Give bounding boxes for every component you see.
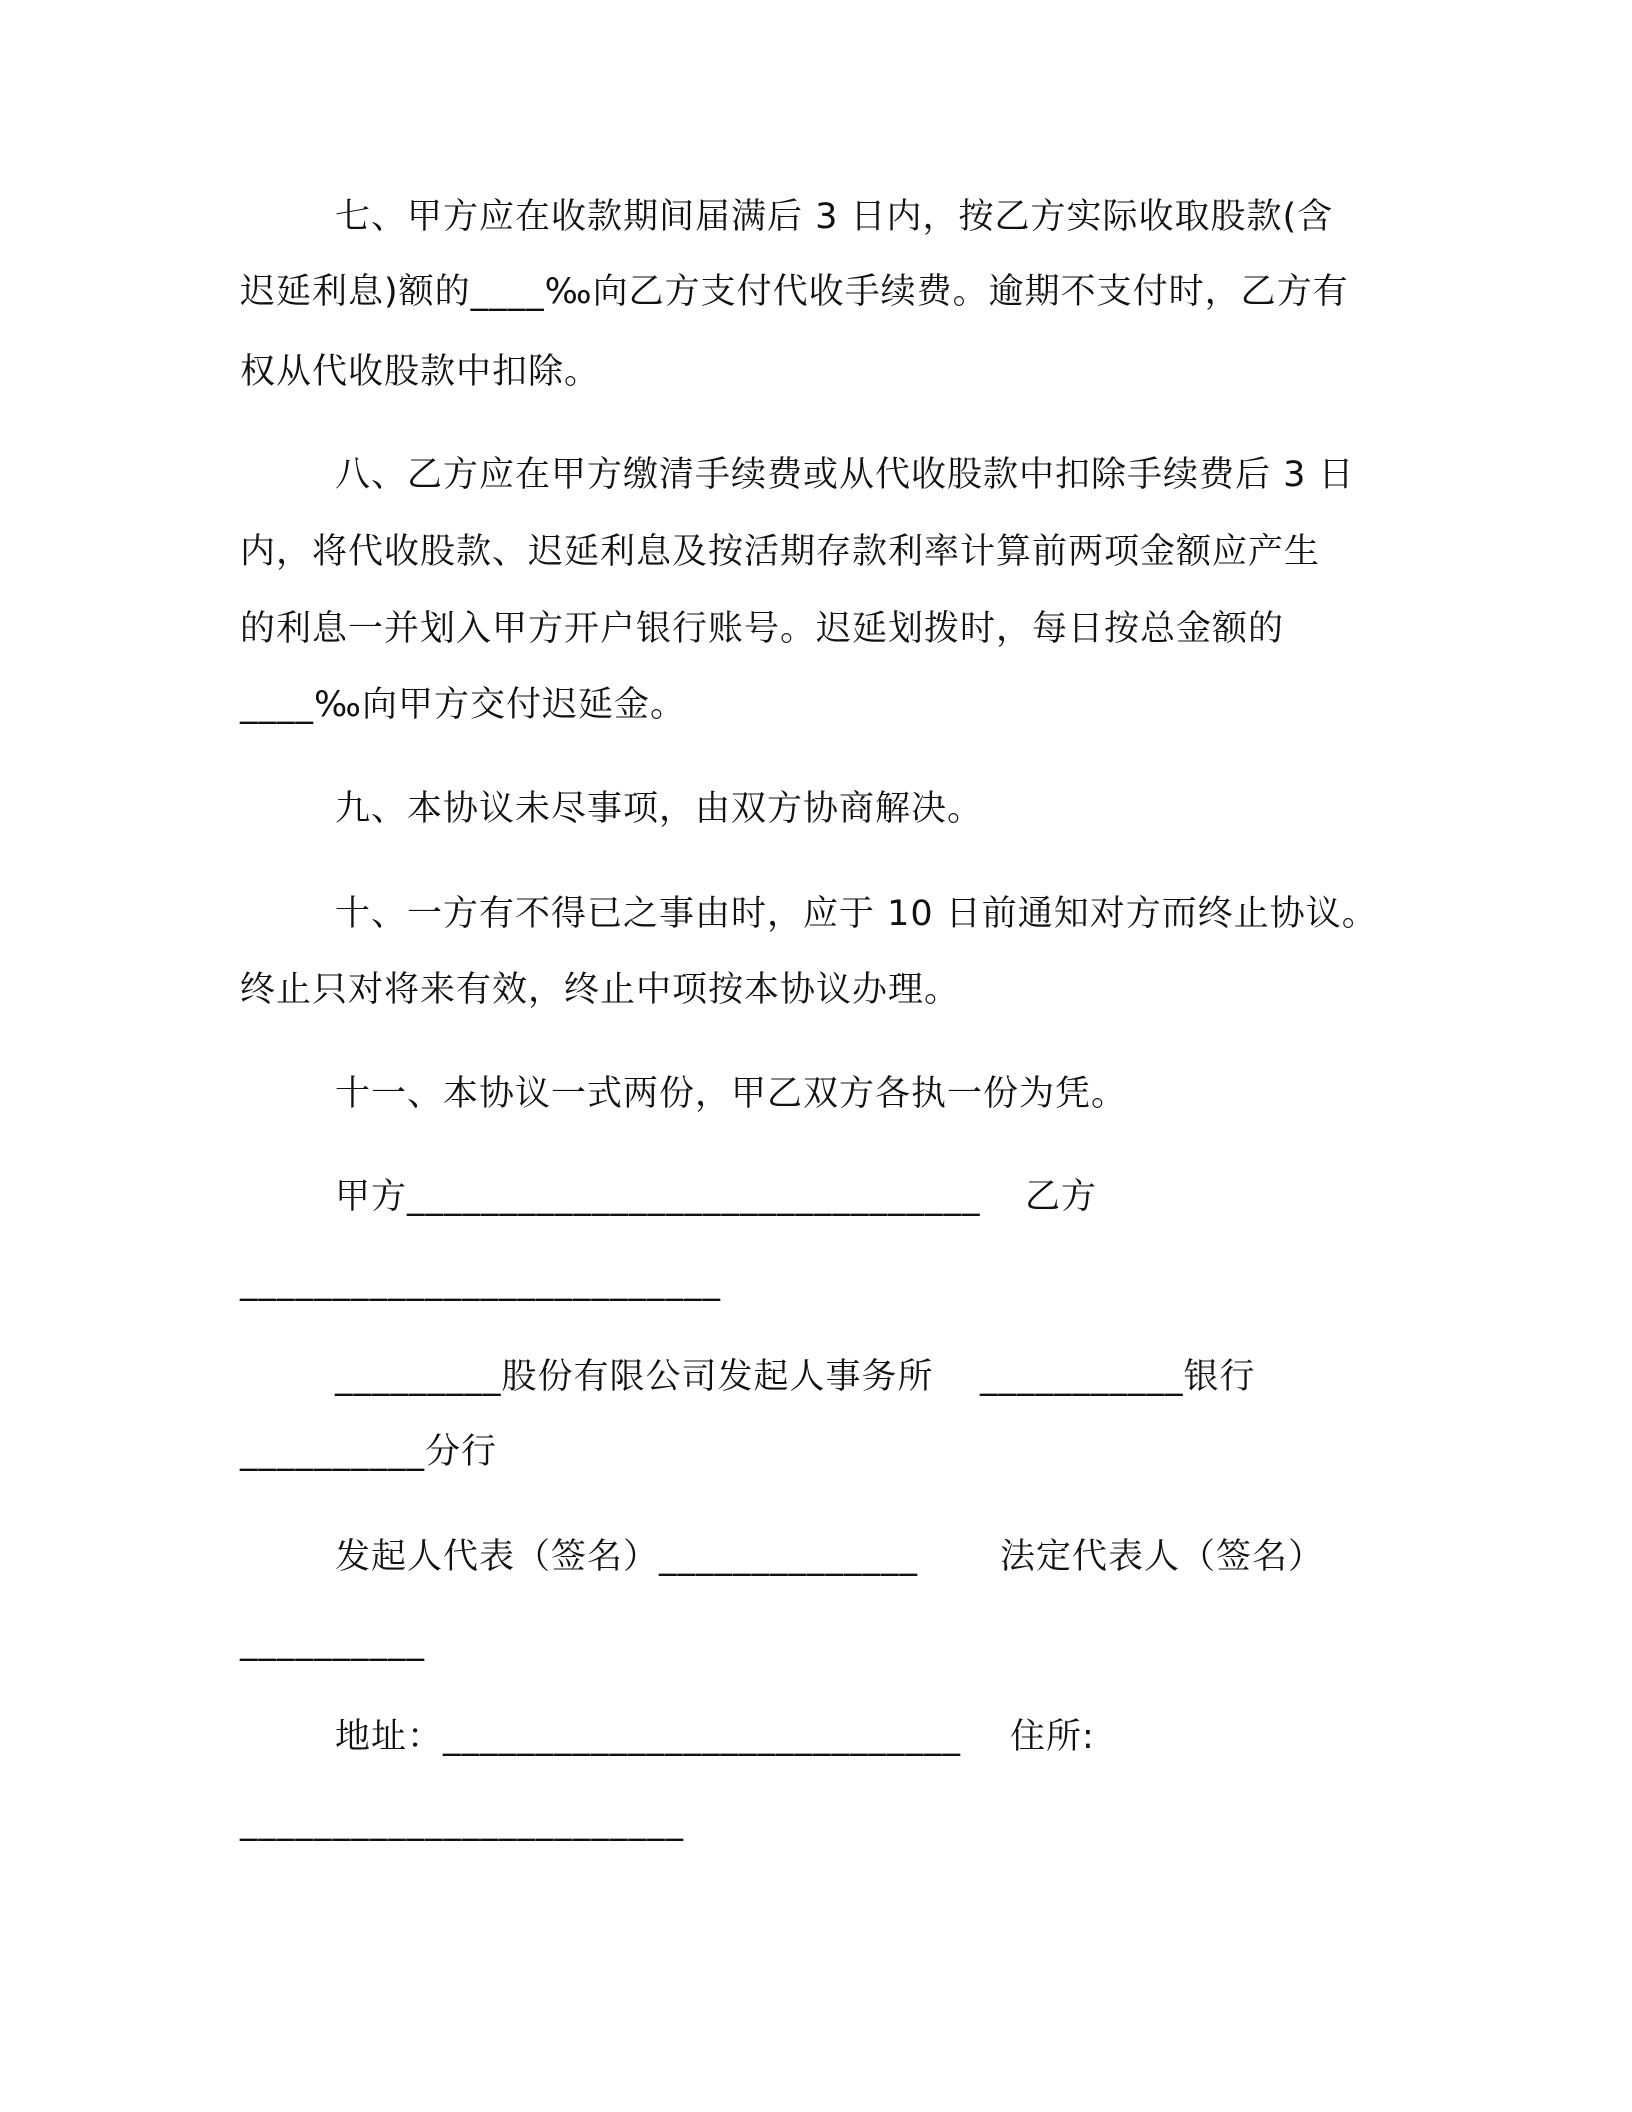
clause-8-line-2: 内，将代收股款、迟延利息及按活期存款利率计算前两项金额应产生 [240, 532, 1321, 572]
party-a-label: 甲方_______________________________ [335, 1177, 981, 1217]
branch-line: __________分行 [240, 1432, 498, 1472]
clause-8-line-1: 八、乙方应在甲方缴清手续费或从代收股款中扣除手续费后 3 日 [335, 455, 1355, 495]
promoter-representative: 发起人代表（签名）______________ [335, 1537, 919, 1577]
clause-11-line-1: 十一、本协议一式两份，甲乙双方各执一份为凭。 [335, 1074, 1128, 1114]
party-b-blank: __________________________ [240, 1262, 721, 1302]
legal-representative-blank: __________ [240, 1622, 425, 1662]
clause-8-line-4: ____‰向甲方交付迟延金。 [240, 685, 686, 725]
address-line: 地址：____________________________ [335, 1717, 962, 1757]
clause-8-line-3: 的利息一并划入甲方开户银行账号。迟延划拨时，每日按总金额的 [240, 609, 1285, 649]
bank-line: ___________银行 [980, 1357, 1256, 1397]
clause-10-line-2: 终止只对将来有效，终止中项按本协议办理。 [240, 970, 961, 1010]
clause-7-line-3: 权从代收股款中扣除。 [240, 352, 601, 392]
clause-10-line-1: 十、一方有不得已之事由时，应于 10 日前通知对方而终止协议。 [335, 894, 1378, 934]
residence-label: 住所: [1010, 1717, 1095, 1757]
clause-7-line-1: 七、甲方应在收款期间届满后 3 日内，按乙方实际收取股款(含 [335, 197, 1334, 237]
party-b-label: 乙方 [1025, 1177, 1098, 1217]
clause-9-line-1: 九、本协议未尽事项，由双方协商解决。 [335, 789, 984, 829]
clause-7-line-2: 迟延利息)额的____‰向乙方支付代收手续费。逾期不支付时，乙方有 [240, 272, 1349, 312]
legal-representative: 法定代表人（签名） [1000, 1537, 1325, 1577]
residence-blank: ________________________ [240, 1802, 684, 1842]
company-line: _________股份有限公司发起人事务所 [335, 1357, 934, 1397]
